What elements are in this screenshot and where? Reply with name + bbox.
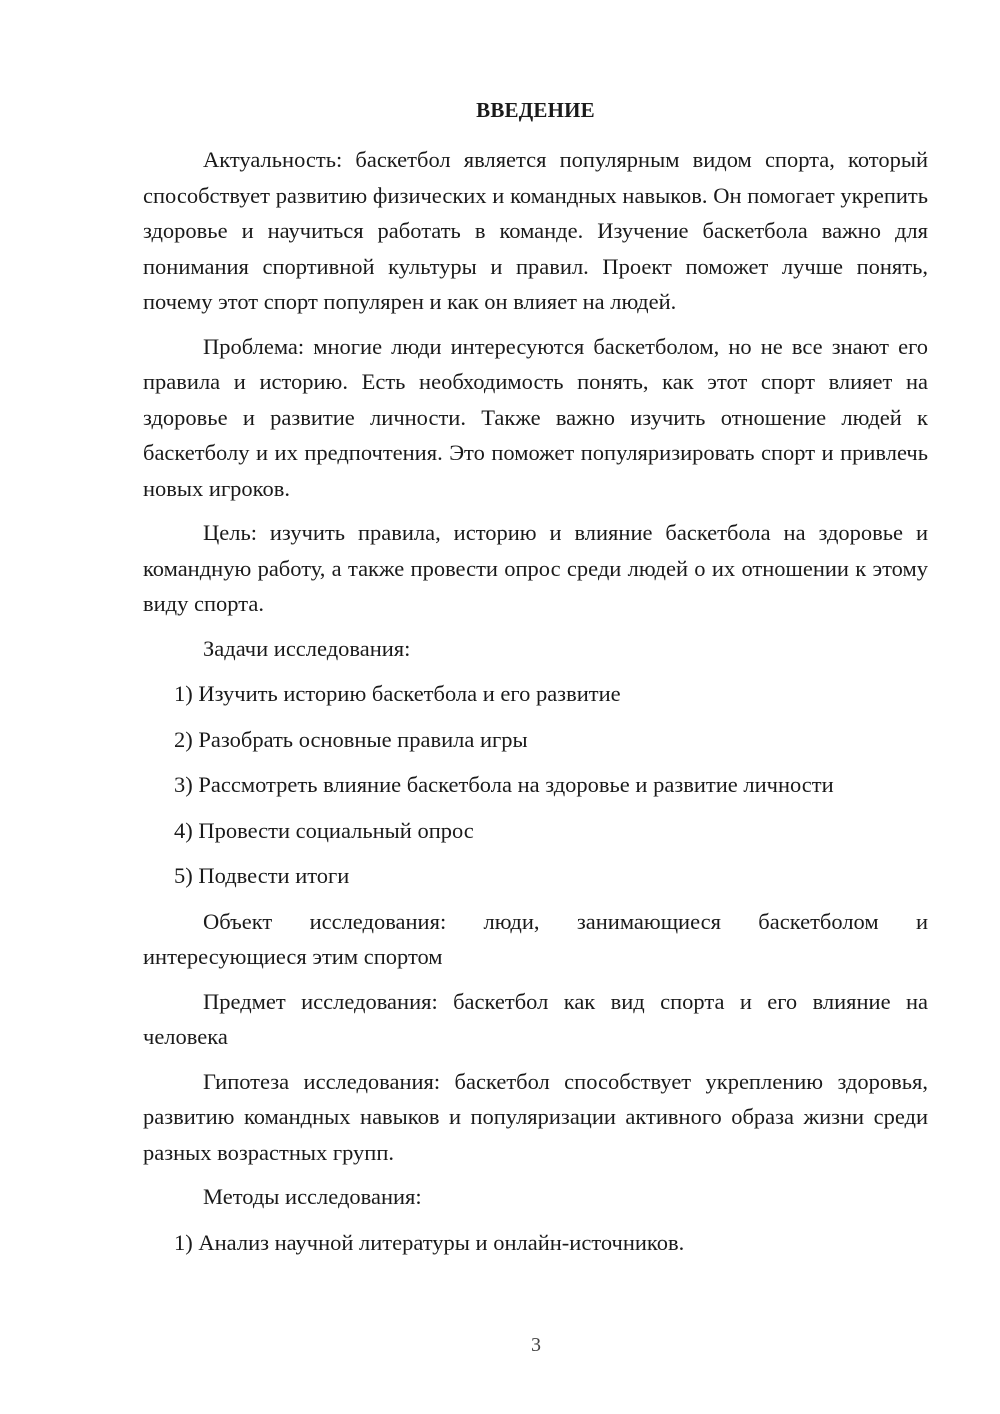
page-title: ВВЕДЕНИЕ xyxy=(476,98,595,122)
task-item-1: 1) Изучить историю баскетбола и его развитие xyxy=(174,681,621,706)
tasks-heading: Задачи исследования: xyxy=(203,635,411,661)
goal-paragraph: Цель: изучить правила, историю и влияние баскетбола на здоровье и командную работу, а также провести опрос среди людей о их отношении к этому виду спорта. xyxy=(143,520,928,616)
methods-heading: Методы исследования: xyxy=(203,1184,422,1209)
page-number: 3 xyxy=(531,1334,541,1356)
task-item-2: 2) Разобрать основные правила игры xyxy=(174,726,528,752)
problem-paragraph: Проблема: многие люди интересуются баскетболом, но не все знают его правила и историю. Есть необходимость понять, как этот спорт влияет на здоровье и развитие личности. Также важно изучить отношение людей к баскетболу и их предпочтения. Это поможет популяризировать спорт и привлечь новых игроков. xyxy=(143,333,928,501)
task-item-5: 5) Подвести итоги xyxy=(174,863,350,888)
hypothesis-paragraph: Гипотеза исследования: баскетбол способствует укреплению здоровья, развитию командных навыков и популяризации активного образа жизни среди разных возрастных групп. xyxy=(143,1068,928,1165)
task-item-4: 4) Провести социальный опрос xyxy=(174,817,474,843)
page-content xyxy=(143,96,928,1270)
object-paragraph: Объект исследования: люди, занимающиеся баскетболом и интересующиеся этим спортом xyxy=(143,908,928,969)
task-item-3: 3) Рассмотреть влияние баскетбола на здоровье и развитие личности xyxy=(174,772,834,797)
subject-paragraph: Предмет исследования: баскетбол как вид спорта и его влияние на человека xyxy=(143,988,928,1049)
relevance-paragraph: Актуальность: баскетбол является популярным видом спорта, который способствует развитию физических и командных навыков. Он помогает укрепить здоровье и научиться работать в команде. Изучение баскетбола важно для понимания спортивной культуры и правил. Проект поможет лучше понять, почему этот спорт популярен и как он влияет на людей. xyxy=(143,147,928,314)
method-item-1: 1) Анализ научной литературы и онлайн-источников. xyxy=(174,1229,685,1255)
